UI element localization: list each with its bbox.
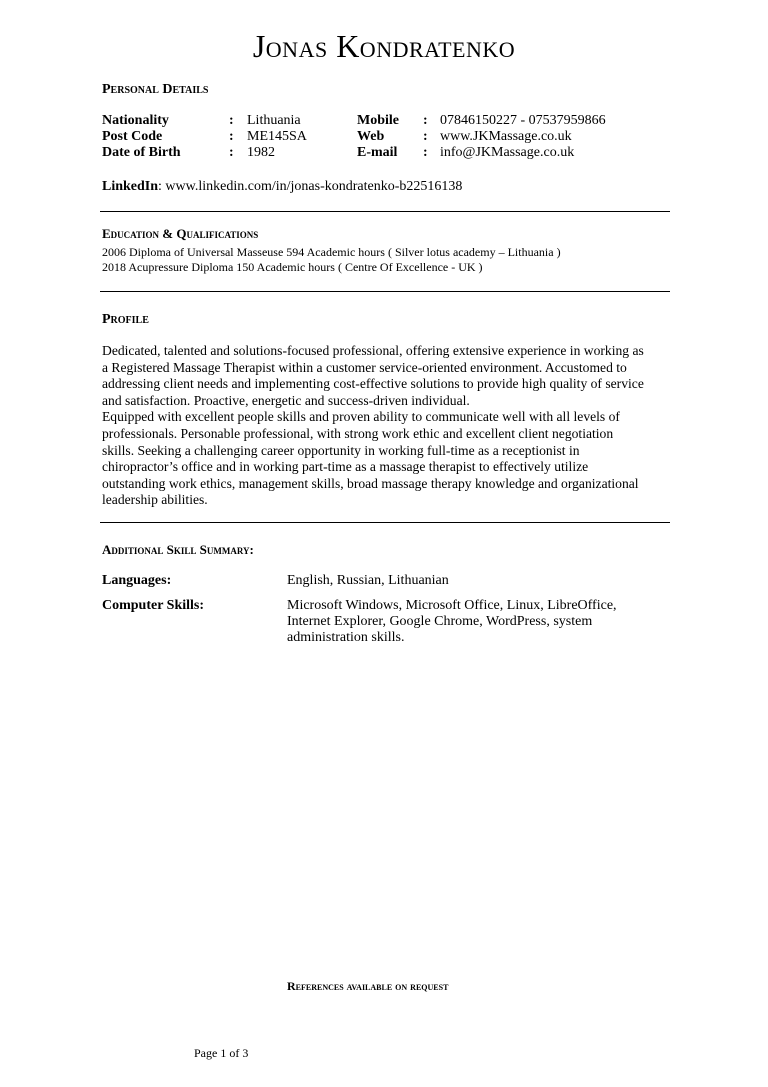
- divider: [100, 291, 670, 292]
- email-label: E-mail: [357, 145, 398, 160]
- postcode-label: Post Code: [102, 129, 163, 144]
- candidate-name: Jonas Kondratenko: [252, 28, 516, 64]
- dob-label: Date of Birth: [102, 145, 181, 160]
- colon: :: [423, 129, 428, 144]
- languages-value: English, Russian, Lithuanian: [287, 573, 449, 588]
- profile-line: leadership abilities.: [102, 492, 208, 508]
- computer-skills-line: Microsoft Windows, Microsoft Office, Linux, LibreOffice,: [287, 598, 617, 613]
- dob-value: 1982: [247, 145, 275, 160]
- education-heading: Education & Qualifications: [102, 226, 259, 241]
- linkedin-label: LinkedIn: [102, 179, 159, 194]
- education-line: 2006 Diploma of Universal Masseuse 594 Academic hours ( Silver lotus academy – Lithuania ): [102, 245, 561, 259]
- mobile-label: Mobile: [357, 113, 399, 128]
- colon: :: [229, 129, 234, 144]
- profile-line: Equipped with excellent people skills and proven ability to communicate well with all levels of: [102, 409, 620, 425]
- references-note: References available on request: [287, 979, 449, 993]
- profile-line: a Registered Massage Therapist within a customer service-oriented environment. Accustomed to: [102, 359, 627, 375]
- divider: [100, 522, 670, 523]
- email-value: info@JKMassage.co.uk: [440, 145, 575, 160]
- mobile-value: 07846150227 - 07537959866: [440, 113, 606, 128]
- colon: :: [229, 145, 234, 160]
- computer-skills-label: Computer Skills:: [102, 598, 205, 613]
- profile-line: professionals. Personable professional, with strong work ethic and excellent client negotiation: [102, 425, 614, 441]
- computer-skills-line: administration skills.: [287, 630, 405, 645]
- profile-line: chiropractor’s office and in working part-time as a massage therapist to effectively utilize: [102, 459, 589, 475]
- colon: :: [229, 113, 234, 128]
- profile-heading: Profile: [102, 312, 149, 327]
- colon: :: [423, 145, 428, 160]
- web-value: www.JKMassage.co.uk: [440, 129, 572, 144]
- web-label: Web: [357, 129, 385, 144]
- nationality-value: Lithuania: [247, 113, 301, 128]
- postcode-value: ME145SA: [247, 129, 307, 144]
- divider: [100, 211, 670, 212]
- linkedin-url: : www.linkedin.com/in/jonas-kondratenko-b22516138: [158, 179, 463, 194]
- profile-line: Dedicated, talented and solutions-focused professional, offering extensive experience in working as: [102, 343, 644, 358]
- profile-line: outstanding work ethics, management skills, broad massage therapy knowledge and organizational: [102, 475, 639, 491]
- computer-skills-line: Internet Explorer, Google Chrome, WordPress, system: [287, 614, 593, 629]
- education-line: 2018 Acupressure Diploma 150 Academic hours ( Centre Of Excellence - UK ): [102, 260, 483, 274]
- skills-heading: Additional Skill Summary:: [102, 542, 254, 557]
- page-number: Page 1 of 3: [194, 1046, 249, 1060]
- profile-text: [102, 343, 677, 509]
- linkedin-line: [102, 179, 462, 195]
- profile-line: skills. Seeking a challenging career opportunity in working full-time as a receptionist in: [102, 442, 580, 458]
- colon: :: [423, 113, 428, 128]
- profile-line: addressing client needs and implementing cost-effective solutions to provide high quality of service: [102, 376, 644, 392]
- profile-line: and satisfaction. Proactive, energetic and success-driven individual.: [102, 392, 470, 408]
- personal-details-heading: Personal Details: [102, 82, 209, 97]
- nationality-label: Nationality: [102, 113, 169, 128]
- languages-label: Languages:: [102, 573, 172, 588]
